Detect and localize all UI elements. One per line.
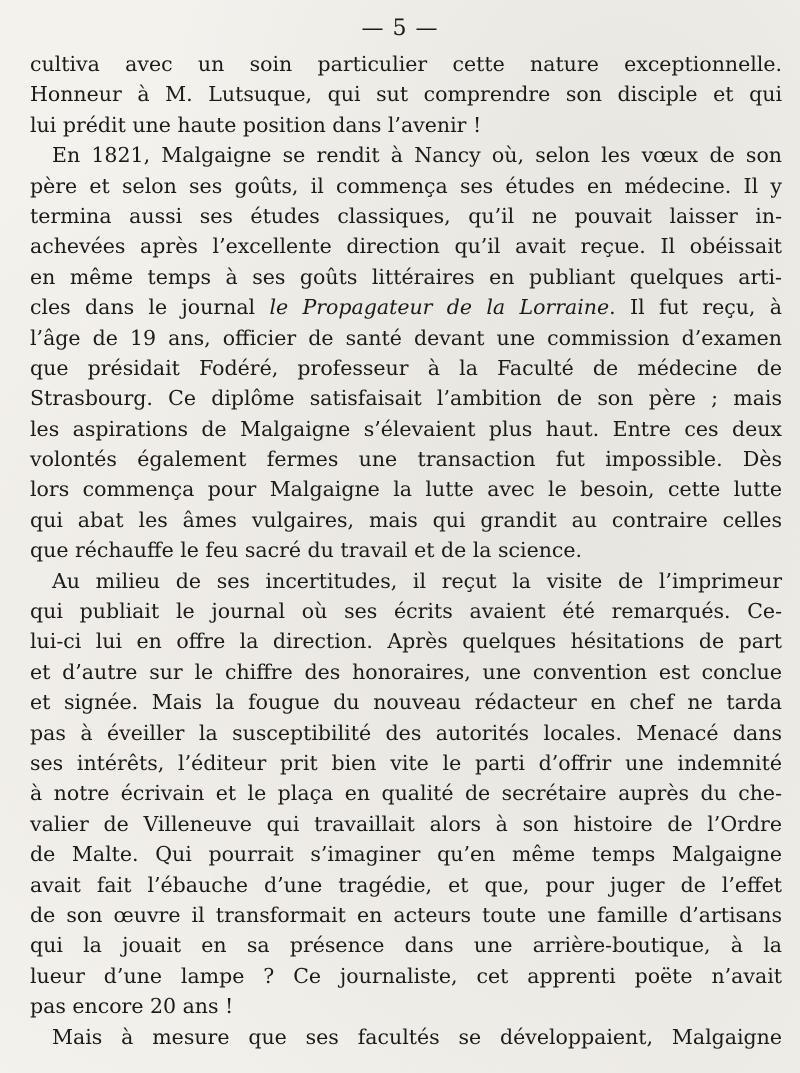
text-line: En 1821, Malgaigne se rendit à Nancy où, selon les vœux de son bbox=[52, 143, 782, 168]
text-segment: cles dans le journal bbox=[30, 295, 270, 320]
text-line: père et selon ses goûts, il commença ses études en médecine. Il y bbox=[30, 173, 782, 198]
text-line: Au milieu de ses incertitudes, il reçut la visite de l’imprimeur bbox=[52, 568, 782, 593]
text-line: lui-ci lui en offre la direction. Après quelques hésitations de part bbox=[30, 629, 782, 654]
text-line: à notre écrivain et le plaça en qualité de secrétaire auprès du che- bbox=[30, 781, 782, 806]
text-line: avait fait l’ébauche d’une tragédie, et que, pour juger de l’effet bbox=[30, 872, 782, 897]
text-line: termina aussi ses études classiques, qu’il ne pouvait laisser in- bbox=[30, 203, 782, 228]
text-line: pas encore 20 ans ! bbox=[30, 994, 234, 1019]
text-line: qui la jouait en sa présence dans une arrière-boutique, à la bbox=[30, 933, 782, 958]
text-line: valier de Villeneuve qui travaillait alors à son histoire de l’Ordre bbox=[30, 811, 782, 836]
text-line bbox=[30, 292, 782, 322]
text-line: qui publiait le journal où ses écrits avaient été remarqués. Ce- bbox=[30, 599, 782, 624]
text-line: lui prédit une haute position dans l’avenir ! bbox=[30, 112, 482, 137]
text-line: l’âge de 19 ans, officier de santé devant une commission d’examen bbox=[30, 325, 782, 350]
text-line: volontés également fermes une transaction fut impossible. Dès bbox=[30, 447, 782, 472]
text-line: de son œuvre il transformait en acteurs toute une famille d’artisans bbox=[30, 902, 782, 927]
text-line: lors commença pour Malgaigne la lutte avec le besoin, cette lutte bbox=[30, 477, 782, 502]
text-line: Strasbourg. Ce diplôme satisfaisait l’ambition de son père ; mais bbox=[30, 386, 782, 411]
text-line: pas à éveiller la susceptibilité des autorités locales. Menacé dans bbox=[30, 720, 782, 745]
text-line: achevées après l’excellente direction qu’il avait reçue. Il obéissait bbox=[30, 234, 782, 259]
text-line: en même temps à ses goûts littéraires en publiant quelques arti- bbox=[30, 264, 782, 289]
text-segment: . Il fut reçu, à bbox=[609, 295, 782, 320]
text-line: ses intérêts, l’éditeur prit bien vite le parti d’offrir une indemnité bbox=[30, 750, 782, 775]
text-line: cultiva avec un soin particulier cette nature exceptionnelle. bbox=[30, 52, 782, 76]
text-line: qui abat les âmes vulgaires, mais qui grandit au contraire celles bbox=[30, 507, 782, 532]
text-line: et d’autre sur le chiffre des honoraires, une convention est conclue bbox=[30, 659, 782, 684]
text-line: que présidait Fodéré, professeur à la Faculté de médecine de bbox=[30, 355, 782, 380]
body-text bbox=[30, 49, 782, 1052]
text-line: de Malte. Qui pourrait s’imaginer qu’en même temps Malgaigne bbox=[30, 842, 782, 867]
text-line: Honneur à M. Lutsuque, qui sut comprendre son disciple et qui bbox=[30, 82, 782, 107]
text-line: que réchauffe le feu sacré du travail et de la science. bbox=[30, 538, 583, 563]
text-line: Mais à mesure que ses facultés se développaient, Malgaigne bbox=[52, 1024, 782, 1049]
page-number: — 5 — bbox=[361, 16, 439, 41]
journal-title: le Propagateur de la Lorraine bbox=[269, 295, 610, 320]
text-line: lueur d’une lampe ? Ce journaliste, cet apprenti poëte n’avait bbox=[30, 963, 782, 988]
text-line: les aspirations de Malgaigne s’élevaient plus haut. Entre ces deux bbox=[30, 416, 782, 441]
text-line: et signée. Mais la fougue du nouveau rédacteur en chef ne tarda bbox=[30, 690, 782, 715]
